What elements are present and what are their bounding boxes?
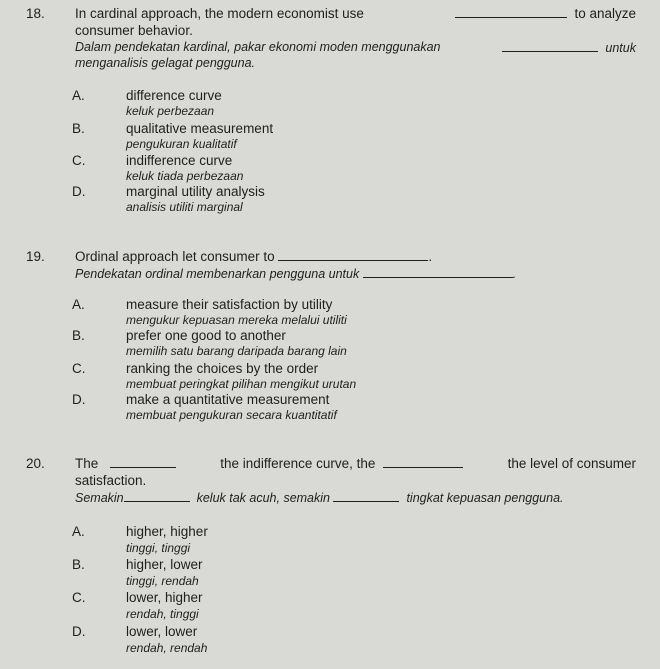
option-text[interactable]: measure their satisfaction by utility <box>126 297 333 312</box>
option-text[interactable]: marginal utility analysis <box>126 184 265 199</box>
stem-text: . <box>512 267 517 281</box>
option-text[interactable]: ranking the choices by the order <box>126 361 319 376</box>
option-text[interactable]: qualitative measurement <box>126 121 274 136</box>
option-translation: tinggi, rendah <box>126 574 199 588</box>
question-stem-en <box>75 456 636 471</box>
option-letter[interactable]: D. <box>72 184 86 199</box>
option-letter[interactable]: A. <box>72 524 85 539</box>
stem-text: Ordinal approach let consumer to <box>75 249 275 264</box>
stem-text: the indifference curve, the <box>220 456 376 471</box>
option-letter[interactable]: A. <box>72 297 85 312</box>
question-stem-ms <box>75 40 636 55</box>
answer-blank <box>502 40 598 52</box>
question-number: 19. <box>26 249 45 264</box>
answer-blank <box>383 456 463 468</box>
question-stem-en <box>75 6 636 21</box>
option-translation: pengukuran kualitatif <box>126 137 237 151</box>
option-translation: memilih satu barang daripada barang lain <box>126 344 347 358</box>
stem-text: Dalam pendekatan kardinal, pakar ekonomi moden menggunakan <box>75 40 441 54</box>
option-translation: rendah, tinggi <box>126 607 199 621</box>
question-stem-ms <box>75 266 636 281</box>
option-letter[interactable]: A. <box>72 88 85 103</box>
answer-blank <box>124 490 190 502</box>
answer-blank <box>110 456 176 468</box>
option-text[interactable]: higher, lower <box>126 557 203 572</box>
stem-text: Semakin <box>75 491 124 505</box>
stem-text: the level of consumer <box>507 456 636 471</box>
option-text[interactable]: lower, lower <box>126 624 198 639</box>
option-text[interactable]: difference curve <box>126 88 222 103</box>
answer-blank <box>278 249 428 261</box>
option-text[interactable]: make a quantitative measurement <box>126 392 330 407</box>
option-letter[interactable]: B. <box>72 557 85 572</box>
option-letter[interactable]: B. <box>72 328 85 343</box>
option-letter[interactable]: C. <box>72 361 86 376</box>
option-text[interactable]: lower, higher <box>126 590 203 605</box>
option-translation: analisis utiliti marginal <box>126 200 243 214</box>
option-text[interactable]: prefer one good to another <box>126 328 286 343</box>
stem-text: untuk <box>605 41 636 55</box>
option-text[interactable]: indifference curve <box>126 153 233 168</box>
option-letter[interactable]: C. <box>72 153 86 168</box>
stem-text: consumer behavior. <box>75 23 193 38</box>
answer-blank <box>363 266 513 278</box>
stem-text: . <box>428 249 433 264</box>
option-translation: rendah, rendah <box>126 641 208 655</box>
option-letter[interactable]: C. <box>72 590 86 605</box>
option-translation: membuat peringkat pilihan mengikut urutan <box>126 377 357 391</box>
option-letter[interactable]: D. <box>72 624 86 639</box>
stem-text: satisfaction. <box>75 473 147 488</box>
stem-text: menganalisis gelagat pengguna. <box>75 56 255 70</box>
stem-text: In cardinal approach, the modern economist use <box>75 6 364 21</box>
option-translation: keluk perbezaan <box>126 104 215 118</box>
question-stem-ms <box>75 490 636 505</box>
option-text[interactable]: higher, higher <box>126 524 208 539</box>
question-number: 20. <box>26 456 45 471</box>
stem-text: to analyze <box>574 6 636 21</box>
answer-blank <box>333 490 399 502</box>
option-translation: keluk tiada perbezaan <box>126 169 244 183</box>
option-translation: mengukur kepuasan mereka melalui utiliti <box>126 313 347 327</box>
option-letter[interactable]: B. <box>72 121 85 136</box>
option-letter[interactable]: D. <box>72 392 86 407</box>
stem-text: The <box>75 456 99 471</box>
stem-text: keluk tak acuh, semakin <box>196 491 330 505</box>
question-number: 18. <box>26 6 45 21</box>
option-translation: membuat pengukuran secara kuantitatif <box>126 408 337 422</box>
question-stem-en <box>75 249 636 264</box>
stem-text: tingkat kepuasan pengguna. <box>406 491 564 505</box>
answer-blank <box>455 6 567 18</box>
stem-text: Pendekatan ordinal membenarkan pengguna untuk <box>75 267 360 281</box>
option-translation: tinggi, tinggi <box>126 541 191 555</box>
